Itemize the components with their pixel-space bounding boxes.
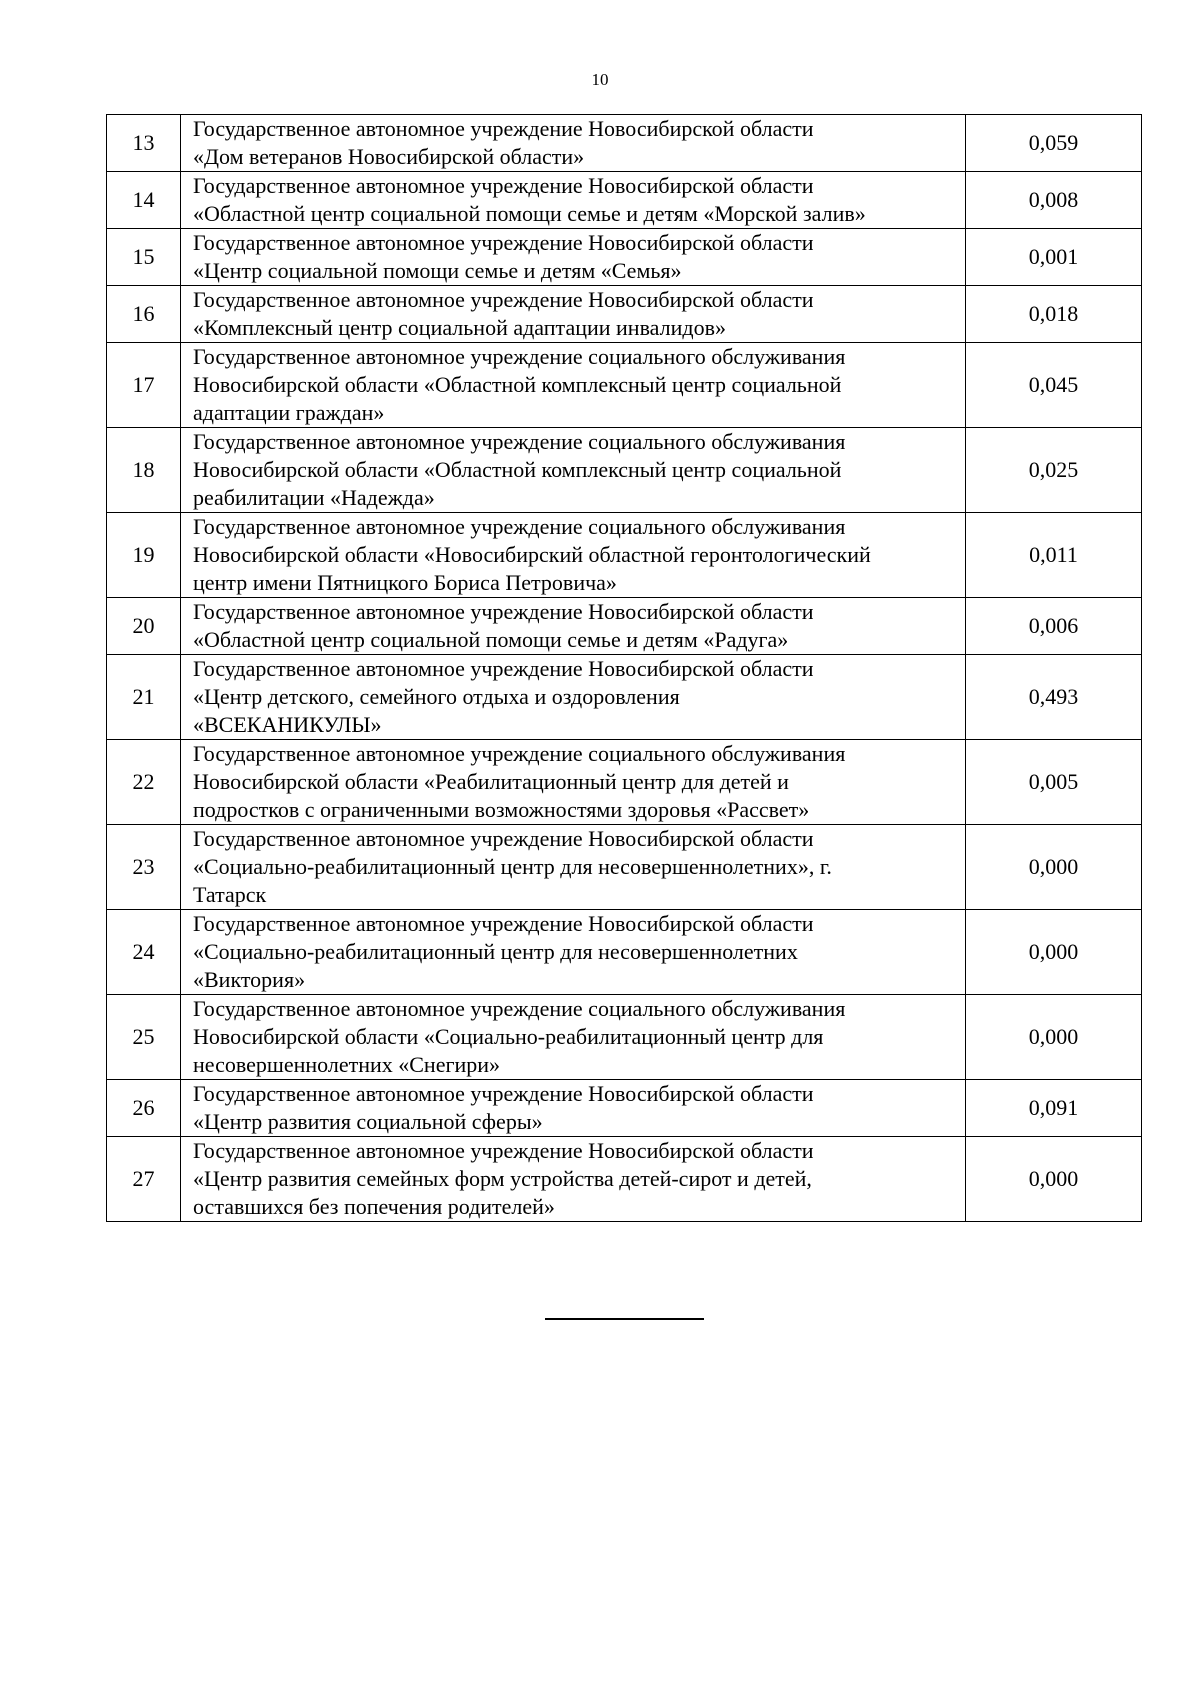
row-value: 0,000 (966, 910, 1142, 995)
institution-name-line: Государственное автономное учреждение социального обслуживания (193, 514, 846, 539)
row-number: 15 (107, 229, 181, 286)
institution-name (181, 1137, 966, 1222)
row-value: 0,000 (966, 1137, 1142, 1222)
institution-name-line: Государственное автономное учреждение социального обслуживания (193, 996, 846, 1021)
row-value: 0,006 (966, 598, 1142, 655)
institution-name-line: оставшихся без попечения родителей» (193, 1194, 555, 1219)
institution-name-line: Новосибирской области «Социально-реабилитационный центр для (193, 1024, 824, 1049)
row-number: 17 (107, 343, 181, 428)
institution-name-line: Новосибирской области «Новосибирский областной геронтологический (193, 542, 871, 567)
table-row (107, 343, 1142, 428)
row-number: 27 (107, 1137, 181, 1222)
institution-name (181, 655, 966, 740)
institution-name-line: Новосибирской области «Областной комплексный центр социальной (193, 372, 842, 397)
row-number: 16 (107, 286, 181, 343)
institutions-table (106, 114, 1142, 1222)
row-value: 0,001 (966, 229, 1142, 286)
institution-name (181, 740, 966, 825)
row-value: 0,018 (966, 286, 1142, 343)
row-value: 0,011 (966, 513, 1142, 598)
row-number: 22 (107, 740, 181, 825)
institution-name-line: «Центр социальной помощи семье и детям «Семья» (193, 258, 682, 283)
institution-name-line: центр имени Пятницкого Бориса Петровича» (193, 570, 617, 595)
row-number: 20 (107, 598, 181, 655)
institution-name-line: Государственное автономное учреждение социального обслуживания (193, 741, 846, 766)
row-value: 0,005 (966, 740, 1142, 825)
institution-name-line: «Центр развития семейных форм устройства детей-сирот и детей, (193, 1166, 812, 1191)
row-value: 0,000 (966, 825, 1142, 910)
table-row (107, 513, 1142, 598)
institution-name (181, 286, 966, 343)
institution-name-line: Татарск (193, 882, 267, 907)
institution-name (181, 598, 966, 655)
institution-name-line: Государственное автономное учреждение Новосибирской области (193, 1138, 814, 1163)
row-number: 19 (107, 513, 181, 598)
institution-name-line: «Комплексный центр социальной адаптации инвалидов» (193, 315, 726, 340)
institution-name (181, 229, 966, 286)
institution-name-line: Государственное автономное учреждение Новосибирской области (193, 1081, 814, 1106)
separator-line (545, 1318, 704, 1320)
table-row (107, 1080, 1142, 1137)
institution-name-line: несовершеннолетних «Снегири» (193, 1052, 501, 1077)
row-value: 0,091 (966, 1080, 1142, 1137)
institution-name-line: «Социально-реабилитационный центр для несовершеннолетних (193, 939, 798, 964)
institution-name-line: Государственное автономное учреждение Новосибирской области (193, 287, 814, 312)
institution-name-line: Государственное автономное учреждение социального обслуживания (193, 344, 846, 369)
institution-name-line: «Дом ветеранов Новосибирской области» (193, 144, 585, 169)
institution-name-line: «Областной центр социальной помощи семье и детям «Радуга» (193, 627, 789, 652)
institution-name (181, 172, 966, 229)
institution-name-line: Государственное автономное учреждение Новосибирской области (193, 826, 814, 851)
institution-name-line: «Центр детского, семейного отдыха и оздоровления (193, 684, 680, 709)
institution-name (181, 910, 966, 995)
table-row (107, 428, 1142, 513)
institution-name-line: Государственное автономное учреждение Новосибирской области (193, 173, 814, 198)
institution-name (181, 428, 966, 513)
row-number: 21 (107, 655, 181, 740)
institution-name-line: «Социально-реабилитационный центр для несовершеннолетних», г. (193, 854, 832, 879)
row-number: 14 (107, 172, 181, 229)
institution-name-line: «Виктория» (193, 967, 306, 992)
institution-name-line: Государственное автономное учреждение Новосибирской области (193, 116, 814, 141)
table-row (107, 825, 1142, 910)
institution-name (181, 825, 966, 910)
row-value: 0,059 (966, 115, 1142, 172)
institution-name-line: «ВСЕКАНИКУЛЫ» (193, 712, 382, 737)
table-row (107, 1137, 1142, 1222)
institution-name-line: Государственное автономное учреждение Новосибирской области (193, 911, 814, 936)
table-row (107, 655, 1142, 740)
institution-name (181, 513, 966, 598)
page-number: 10 (591, 70, 609, 89)
row-value: 0,000 (966, 995, 1142, 1080)
row-value: 0,008 (966, 172, 1142, 229)
table-row (107, 995, 1142, 1080)
row-value: 0,045 (966, 343, 1142, 428)
table-row (107, 910, 1142, 995)
institution-name (181, 115, 966, 172)
institution-name-line: Государственное автономное учреждение Новосибирской области (193, 656, 814, 681)
row-number: 18 (107, 428, 181, 513)
institution-name-line: Государственное автономное учреждение Новосибирской области (193, 599, 814, 624)
row-number: 13 (107, 115, 181, 172)
row-number: 26 (107, 1080, 181, 1137)
row-number: 24 (107, 910, 181, 995)
institution-name (181, 995, 966, 1080)
institution-name-line: Государственное автономное учреждение Новосибирской области (193, 230, 814, 255)
institution-name (181, 1080, 966, 1137)
institution-name-line: реабилитации «Надежда» (193, 485, 435, 510)
institution-name-line: «Центр развития социальной сферы» (193, 1109, 543, 1134)
institution-name-line: адаптации граждан» (193, 400, 385, 425)
table-row (107, 172, 1142, 229)
institution-name-line: Новосибирской области «Областной комплексный центр социальной (193, 457, 842, 482)
table-row (107, 598, 1142, 655)
table-row (107, 286, 1142, 343)
row-value: 0,493 (966, 655, 1142, 740)
table-row (107, 740, 1142, 825)
row-number: 23 (107, 825, 181, 910)
institution-name-line: подростков с ограниченными возможностями здоровья «Рассвет» (193, 797, 810, 822)
table-row (107, 115, 1142, 172)
institution-name-line: Государственное автономное учреждение социального обслуживания (193, 429, 846, 454)
institution-name-line: Новосибирской области «Реабилитационный центр для детей и (193, 769, 789, 794)
row-number: 25 (107, 995, 181, 1080)
table-row (107, 229, 1142, 286)
row-value: 0,025 (966, 428, 1142, 513)
institution-name (181, 343, 966, 428)
institution-name-line: «Областной центр социальной помощи семье и детям «Морской залив» (193, 201, 866, 226)
table-body (107, 115, 1142, 1222)
